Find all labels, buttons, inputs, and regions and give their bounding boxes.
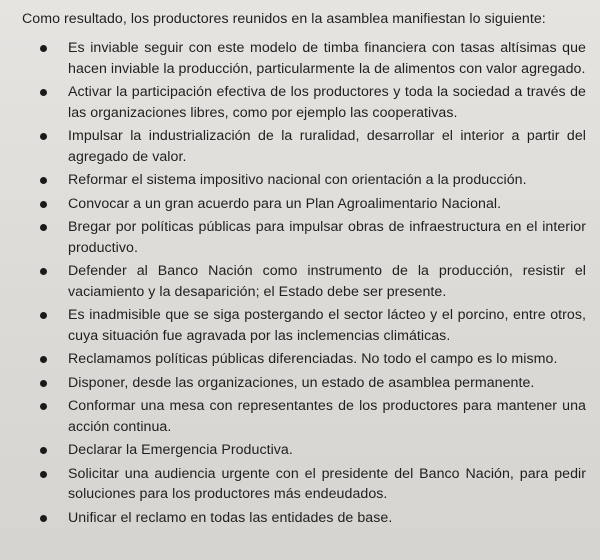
list-item-text: Defender al Banco Nación como instrumento de la producción, resistir el vaciamiento y la desaparición; el Estado debe ser presente. bbox=[68, 263, 586, 300]
list-item bbox=[22, 217, 586, 258]
bullet-icon bbox=[40, 515, 47, 522]
list-item bbox=[22, 305, 586, 346]
list-item-text: Es inadmisible que se siga postergando el sector lácteo y el porcino, entre otros, cuya situación fue agravada por las inclemencias climáticas. bbox=[68, 307, 586, 344]
list-item-text: Bregar por políticas públicas para impulsar obras de infraestructura en el interior productivo. bbox=[68, 219, 586, 256]
list-item bbox=[22, 349, 586, 370]
list-item bbox=[22, 82, 586, 123]
list-item-text: Solicitar una audiencia urgente con el presidente del Banco Nación, para pedir soluciones para los productores más endeudados. bbox=[68, 465, 586, 502]
list-item bbox=[22, 464, 586, 505]
bullet-icon bbox=[40, 89, 47, 96]
list-item bbox=[22, 396, 586, 437]
bullet-icon bbox=[40, 471, 47, 478]
bullet-icon bbox=[40, 403, 47, 410]
list-item-text: Activar la participación efectiva de los productores y toda la sociedad a través de las organizaciones libres, como por ejemplo las cooperativas. bbox=[68, 84, 586, 121]
bullet-icon bbox=[40, 268, 47, 275]
bullet-icon bbox=[40, 312, 47, 319]
bullet-icon bbox=[40, 201, 47, 208]
bullet-icon bbox=[40, 356, 47, 363]
list-item bbox=[22, 194, 586, 215]
list-item-text: Unificar el reclamo en todas las entidades de base. bbox=[68, 509, 393, 526]
list-item-text: Es inviable seguir con este modelo de timba financiera con tasas altísimas que hacen inviable la producción, particularmente la de alimentos con valor agregado. bbox=[68, 40, 586, 77]
bullet-icon bbox=[40, 133, 47, 140]
list-item-text: Reclamamos políticas públicas diferenciadas. No todo el campo es lo mismo. bbox=[68, 351, 558, 367]
list-item-text: Impulsar la industrialización de la ruralidad, desarrollar el interior a partir del agregado de valor. bbox=[68, 128, 586, 165]
list-item bbox=[22, 440, 586, 461]
list-item bbox=[22, 126, 586, 167]
bullet-icon bbox=[40, 380, 47, 387]
list-item bbox=[22, 38, 586, 79]
list-item bbox=[22, 373, 586, 394]
demands-list bbox=[22, 38, 586, 528]
list-item bbox=[22, 508, 586, 529]
list-item-text: Disponer, desde las organizaciones, un estado de asamblea permanente. bbox=[68, 374, 535, 391]
bullet-icon bbox=[40, 224, 47, 231]
list-item-text: Convocar a un gran acuerdo para un Plan Agroalimentario Nacional. bbox=[68, 195, 502, 212]
bullet-icon bbox=[40, 45, 47, 52]
list-item-text: Reformar el sistema impositivo nacional con orientación a la producción. bbox=[68, 172, 527, 188]
list-item-text: Conformar una mesa con representantes de los productores para mantener una acción continua. bbox=[68, 398, 586, 435]
list-item bbox=[22, 261, 586, 302]
intro-paragraph: Como resultado, los productores reunidos en la asamblea manifiestan lo siguiente: bbox=[22, 11, 546, 27]
bullet-icon bbox=[40, 177, 47, 184]
list-item-text: Declarar la Emergencia Productiva. bbox=[68, 442, 293, 458]
bullet-icon bbox=[40, 447, 47, 454]
list-item bbox=[22, 170, 586, 191]
